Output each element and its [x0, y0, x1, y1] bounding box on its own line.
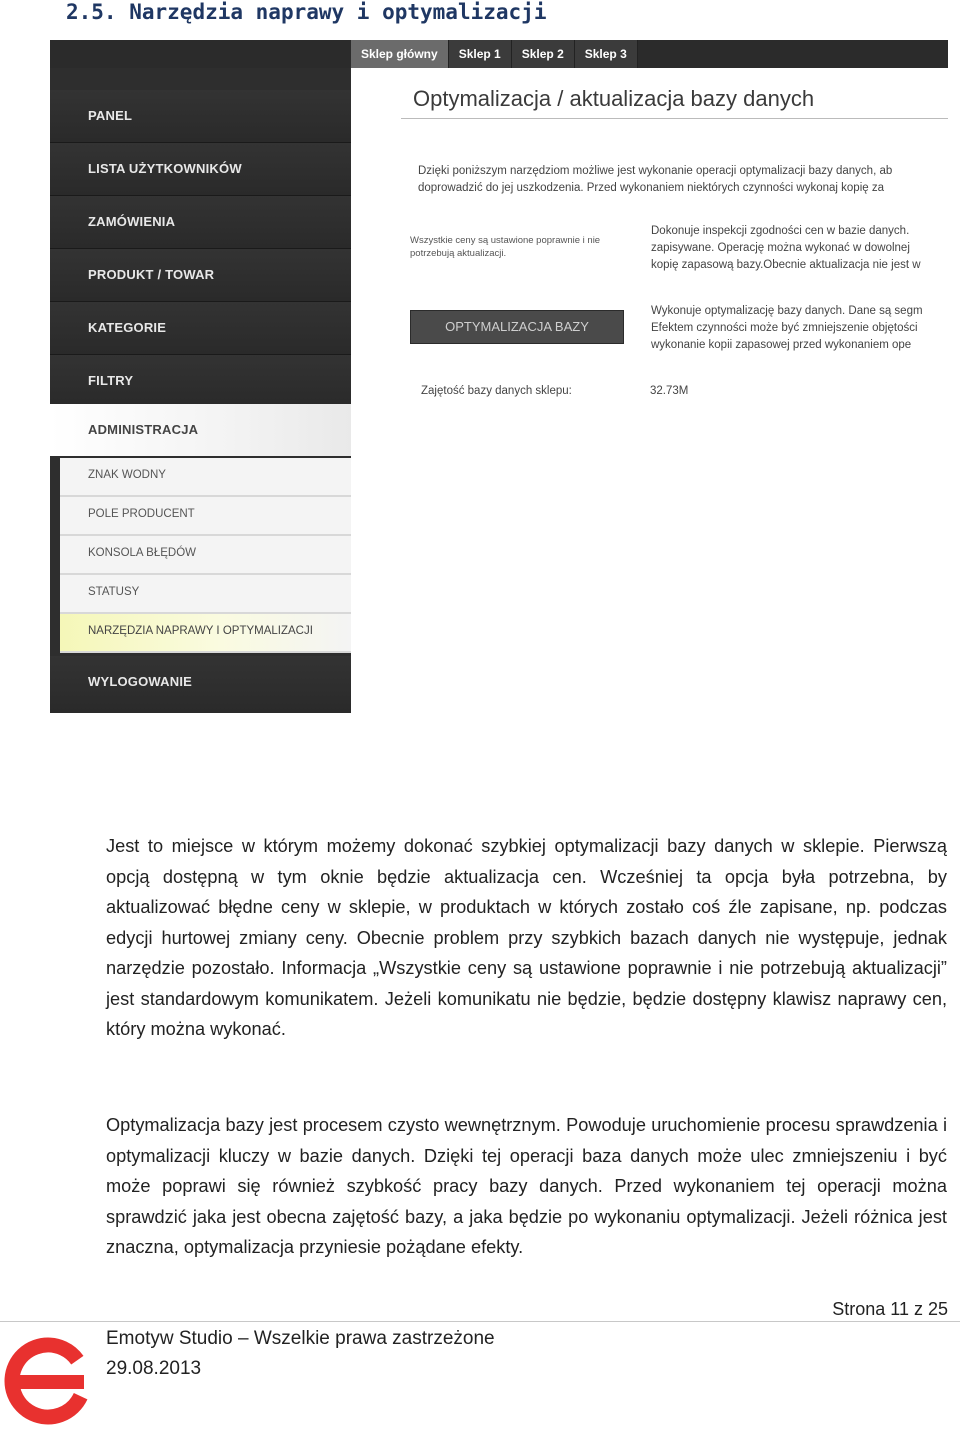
subnav-label: POLE PRODUCENT [88, 508, 195, 520]
nav-item-categories[interactable] [50, 302, 351, 355]
opt-desc-line-1: Wykonuje optymalizację bazy danych. Dane są segm [651, 305, 923, 317]
nav-item-administration[interactable] [50, 404, 351, 457]
db-usage-label: Zajętość bazy danych sklepu: [421, 385, 572, 397]
section-number: 2.5. [66, 0, 117, 24]
nav-item-orders[interactable] [50, 196, 351, 249]
subnav-label: KONSOLA BŁĘDÓW [88, 547, 197, 559]
nav-label: PRODUKT / TOWAR [88, 267, 215, 282]
subnav-item-error-console[interactable] [60, 536, 351, 575]
nav-item-logout[interactable] [50, 656, 351, 713]
paragraph-price-update: Jest to miejsce w którym możemy dokonać szybkiej optymalizacji bazy danych w sklepie. Pierwszą opcją dostępną w tym oknie będzie aktualizacja cen. Wcześniej ta opcja była potrzebna, by aktualizować błędne ceny w sklepie, w produktach w których zostało coś źle zapisane, np. podczas edycji hurtowej zmiany ceny. Obecnie problem przy szybkich bazach danych nie występuje, jednak narzędzie pozostało. Informacja „Wszystkie ceny są ustawione poprawnie i nie potrzebują aktualizacji” jest standardowym komunikatem. Jeżeli komunikatu nie będzie, będzie dostępny klawisz naprawy cen, który można wykonać. [106, 836, 947, 1039]
nav-item-users[interactable] [50, 143, 351, 196]
content-panel [351, 68, 948, 713]
section-title: Narzędzia naprawy i optymalizacji [129, 0, 547, 24]
subnav-item-watermark[interactable] [60, 458, 351, 497]
tab-shop-2[interactable]: Sklep 2 [512, 40, 575, 68]
nav-label: PANEL [88, 108, 133, 123]
nav-label: ADMINISTRACJA [88, 422, 199, 437]
opt-desc-line-3: wykonanie kopii zapasowej przed wykonaniem ope [651, 339, 912, 351]
subnav-label: STATUSY [88, 586, 140, 598]
nav-label: ZAMÓWIENIA [88, 214, 176, 229]
shop-tabs [351, 40, 638, 68]
intro-line-2: doprowadzić do jej uszkodzenia. Przed wykonaniem niektórych czynności wykonaj kopię za [418, 182, 884, 194]
tab-main-shop[interactable]: Sklep główny [351, 40, 449, 68]
nav-item-panel[interactable] [50, 90, 351, 143]
footer-divider [0, 1321, 960, 1322]
prices-desc-line-1: Dokonuje inspekcji zgodności cen w bazie danych. [651, 225, 910, 237]
page-number: Strona 11 z 25 [832, 1299, 948, 1319]
emotyw-logo [2, 1333, 98, 1434]
db-usage-value: 32.73M [650, 385, 689, 397]
subnav-item-statuses[interactable] [60, 575, 351, 614]
opt-desc-line-2: Efektem czynności może być zmniejszenie objętości [651, 322, 918, 334]
subnav-item-producer-field[interactable] [60, 497, 351, 536]
subnav-item-repair-tools[interactable] [60, 614, 351, 653]
nav-item-products[interactable] [50, 249, 351, 302]
intro-line-1: Dzięki poniższym narzędziom możliwe jest wykonanie operacji optymalizacji bazy danych, ab [418, 165, 893, 177]
nav-label: KATEGORIE [88, 320, 167, 335]
prices-desc-line-3: kopię zapasową bazy.Obecnie aktualizacja nie jest w [651, 259, 921, 271]
nav-label: WYLOGOWANIE [88, 674, 193, 689]
footer-company: Emotyw Studio – Wszelkie prawa zastrzeżone [106, 1328, 495, 1349]
admin-screenshot [50, 40, 948, 713]
nav-label: FILTRY [88, 373, 134, 388]
nav-item-filters[interactable] [50, 355, 351, 408]
title-divider [401, 118, 948, 119]
section-heading [66, 0, 546, 24]
content-title: Optymalizacja / aktualizacja bazy danych [413, 86, 815, 111]
nav-label: LISTA UŻYTKOWNIKÓW [88, 161, 242, 176]
footer-date: 29.08.2013 [106, 1358, 202, 1379]
subnav-label: ZNAK WODNY [88, 469, 166, 481]
prices-desc-line-2: zapisywane. Operację można wykonać w dowolnej [651, 242, 910, 254]
optimize-database-button[interactable]: OPTYMALIZACJA BAZY [410, 310, 624, 344]
prices-status-line-1: Wszystkie ceny są ustawione poprawnie i nie [410, 235, 601, 246]
tab-shop-3[interactable]: Sklep 3 [575, 40, 638, 68]
sidebar [50, 68, 351, 713]
admin-submenu [50, 456, 351, 652]
tab-shop-1[interactable]: Sklep 1 [449, 40, 512, 68]
prices-status-line-2: potrzebują aktualizacji. [410, 248, 507, 259]
subnav-label: NARZĘDZIA NAPRAWY I OPTYMALIZACJI [88, 625, 313, 637]
paragraph-optimization: Optymalizacja bazy jest procesem czysto wewnętrznym. Powoduje uruchomienie procesu sprawdzenia i optymalizacji kluczy w bazie danych. Dzięki tej operacji baza danych może ulec zmniejszeniu i być może poprawi się również szybkość pracy bazy danych. Przed wykonaniem tej operacji można sprawdzić jaka jest obecna zajętość bazy, a jaka będzie po wykonaniu optymalizacji. Jeżeli różnica jest znaczna, optymalizacja przyniesie pożądane efekty. [106, 1115, 947, 1257]
